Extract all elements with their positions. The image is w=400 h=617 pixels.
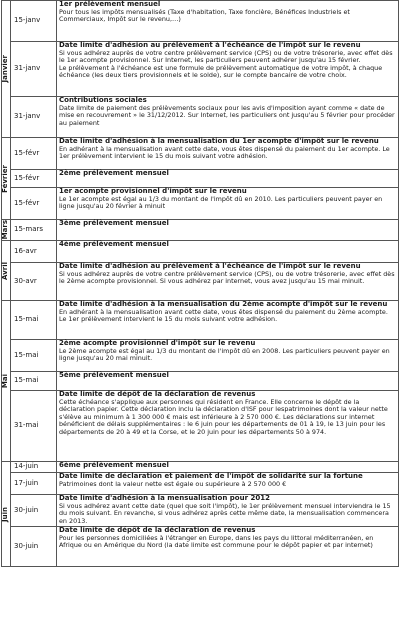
row-title: 6ème prélèvement mensuel <box>59 461 169 469</box>
row-date: 15-janv <box>11 1 57 42</box>
row-title: 4ème prélèvement mensuel <box>59 240 169 248</box>
row-description <box>57 527 399 567</box>
table-row <box>2 340 399 372</box>
row-date: 31-janv <box>11 42 57 97</box>
row-date: 30-avr <box>11 263 57 301</box>
table-row <box>2 241 399 263</box>
table-row <box>2 138 399 170</box>
row-date: 15-févr <box>11 188 57 220</box>
row-description <box>57 340 399 372</box>
row-description <box>57 241 399 263</box>
table-row <box>2 263 399 301</box>
month-label-juin: Juin <box>2 462 11 567</box>
row-date: 14-juin <box>11 462 57 473</box>
row-title: Date limite de dépôt de la déclaration de revenus <box>59 390 256 398</box>
table-row <box>2 527 399 567</box>
table-row <box>2 170 399 188</box>
row-date: 15-mars <box>11 220 57 241</box>
row-title: Date limite d'adhésion à la mensualisation pour 2012 <box>59 494 270 502</box>
row-title: 3ème prélèvement mensuel <box>59 219 169 227</box>
row-description <box>57 220 399 241</box>
row-body: Cette échéance s'applique aux personnes qui résident en France. Elle concerne le dépôt de la déclaration papier. Cette déclaration inclu la déclaration d'ISF pour lespatrimoines dont la valeur nette s'élève au minimum à 1 300 000 € mais est inférieure à 2 570 000 €. Les déclarations sur internet bénéficient de délais supplémentaires : le 6 juin pour les départements de 01 à 19, le 13 juin pour les départements de 20 à 49 et la Corse, et le 20 juin pour les départements 50 à 974. <box>59 397 388 436</box>
tax-calendar-table <box>1 0 399 567</box>
table-row <box>2 301 399 340</box>
row-date: 30-juin <box>11 527 57 567</box>
row-description <box>57 372 399 391</box>
table-row <box>2 473 399 495</box>
row-description <box>57 1 399 42</box>
table-row <box>2 1 399 42</box>
row-description <box>57 188 399 220</box>
row-title: Date limite d'adhésion au prélèvement à l'échéance de l'impôt sur le revenu <box>59 262 361 270</box>
row-date: 15-févr <box>11 170 57 188</box>
month-label-fevrier: Février <box>2 138 11 220</box>
month-label-mars: Mars <box>1 220 10 240</box>
row-title: Contributions sociales <box>59 96 147 104</box>
row-title: Date limite de dépôt de la déclaration de revenus <box>59 526 256 534</box>
row-title: Date limite de déclaration et paiement de l'impôt de solidarité sur la fortune <box>59 472 363 480</box>
row-date: 17-juin <box>11 473 57 495</box>
row-date: 15-mai <box>11 372 57 391</box>
row-date: 31-janv <box>11 97 57 138</box>
table-row <box>2 462 399 473</box>
row-description <box>57 495 399 527</box>
row-body: Date limite de paiement des prélèvements sociaux pour les avis d'imposition ayant comme « date de mise en recouvrement » le 31/12/2012. Sur Internet, les particuliers ont jusqu'au 5 février pour procéder au paiement <box>59 103 395 127</box>
row-body: Pour tous les impôts mensualisés (Taxe d'habitation, Taxe foncière, Bénéfices Industriels et Commerciaux, Impôt sur le revenu,…) <box>59 7 350 24</box>
row-body: Le 2ème acompte est égal au 1/3 du montant de l'impôt dû en 2008. Les particuliers peuvent payer en ligne jusqu'au 20 mai minuit. <box>59 346 390 363</box>
row-date: 31-mai <box>11 391 57 462</box>
row-title: 1er acompte provisionnel d'impôt sur le revenu <box>59 187 247 195</box>
row-description <box>57 301 399 340</box>
row-date: 15-mai <box>11 301 57 340</box>
table-row <box>2 495 399 527</box>
row-description <box>57 42 399 97</box>
row-date: 15-févr <box>11 138 57 170</box>
row-description <box>57 462 399 473</box>
row-body: Si vous adhérez auprès de votre centre prélèvement service (CPS) ou de votre trésorerie, avec effet dès le 1er acompte provisionnel. Sur Internet, les particuliers peuvent adhérer jusqu'au 15 février. Le prélèvement à l'échéance est une formule de prélèvement automatique de votre impôt, à chaque échéance (les deux tiers provisionnels et le solde), sur le compte bancaire de votre choix. <box>59 48 393 80</box>
month-label-janvier: Janvier <box>2 1 11 138</box>
row-description <box>57 138 399 170</box>
row-body: En adhérant à la mensualisation avant cette date, vous êtes dispensé du paiement du 2ème acompte. Le 1er prélèvement intervient le 15 du mois suivant votre adhésion. <box>59 307 388 324</box>
row-description <box>57 263 399 301</box>
row-date: 15-mai <box>11 340 57 372</box>
table-row <box>2 97 399 138</box>
row-description <box>57 170 399 188</box>
row-title: 2ème prélèvement mensuel <box>59 169 169 177</box>
table-row <box>2 42 399 97</box>
month-label-mai: Mai <box>2 301 11 462</box>
row-title: Date limite d'adhésion à la mensualisation du 1er acompte d'impôt sur le revenu <box>59 137 379 145</box>
row-body: Si vous adhérez avant cette date (quel que soit l'impôt), le 1er prélèvement mensuel interviendra le 15 du mois suivant. En revanche, si vous adhérez après cette même date, la mensualisation commencera en 2013. <box>59 501 391 525</box>
row-description <box>57 97 399 138</box>
month-label-avril: Avril <box>2 241 11 301</box>
row-body: Pour les personnes domiciliées à l'étranger en Europe, dans les pays du littoral méditerranéen, en Afrique ou en Amérique du Nord (la date limite est commune pour le dépôt papier et par internet) <box>59 533 374 550</box>
row-date: 30-juin <box>11 495 57 527</box>
row-title: Date limite d'adhésion au prélèvement à l'échéance de l'impôt sur le revenu <box>59 41 361 49</box>
table-row <box>2 220 399 241</box>
row-date: 16-avr <box>11 241 57 263</box>
row-title: 5ème prélèvement mensuel <box>59 371 169 379</box>
row-title: 2ème acompte provisionnel d'impôt sur le revenu <box>59 339 256 347</box>
row-body: Patrimoines dont la valeur nette est égale ou supérieure à 2 570 000 € <box>59 479 287 488</box>
row-description <box>57 473 399 495</box>
row-title: 1er prélèvement mensuel <box>59 0 161 8</box>
table-row <box>2 372 399 391</box>
row-body: Le 1er acompte est égal au 1/3 du montant de l'impôt dû en 2010. Les particuliers peuvent payer en ligne jusqu'au 20 février à minuit <box>59 194 383 211</box>
row-body: En adhérant à la mensualisation avant cette date, vous êtes dispensé du paiement du 1er acompte. Le 1er prélèvement intervient le 15 du mois suivant votre adhésion. <box>59 144 390 161</box>
row-body: Si vous adhérez auprès de votre centre prélèvement service (CPS), ou de votre trésorerie, avec effet dès le 2ème acompte provisionnel. Si vous adhérez par internet, vous avez jusqu'au 15 mai minuit. <box>59 269 395 286</box>
table-row <box>2 188 399 220</box>
row-description <box>57 391 399 462</box>
row-title: Date limite d'adhésion à la mensualisation du 2ème acompte d'impôt sur le revenu <box>59 300 388 308</box>
table-row <box>2 391 399 462</box>
